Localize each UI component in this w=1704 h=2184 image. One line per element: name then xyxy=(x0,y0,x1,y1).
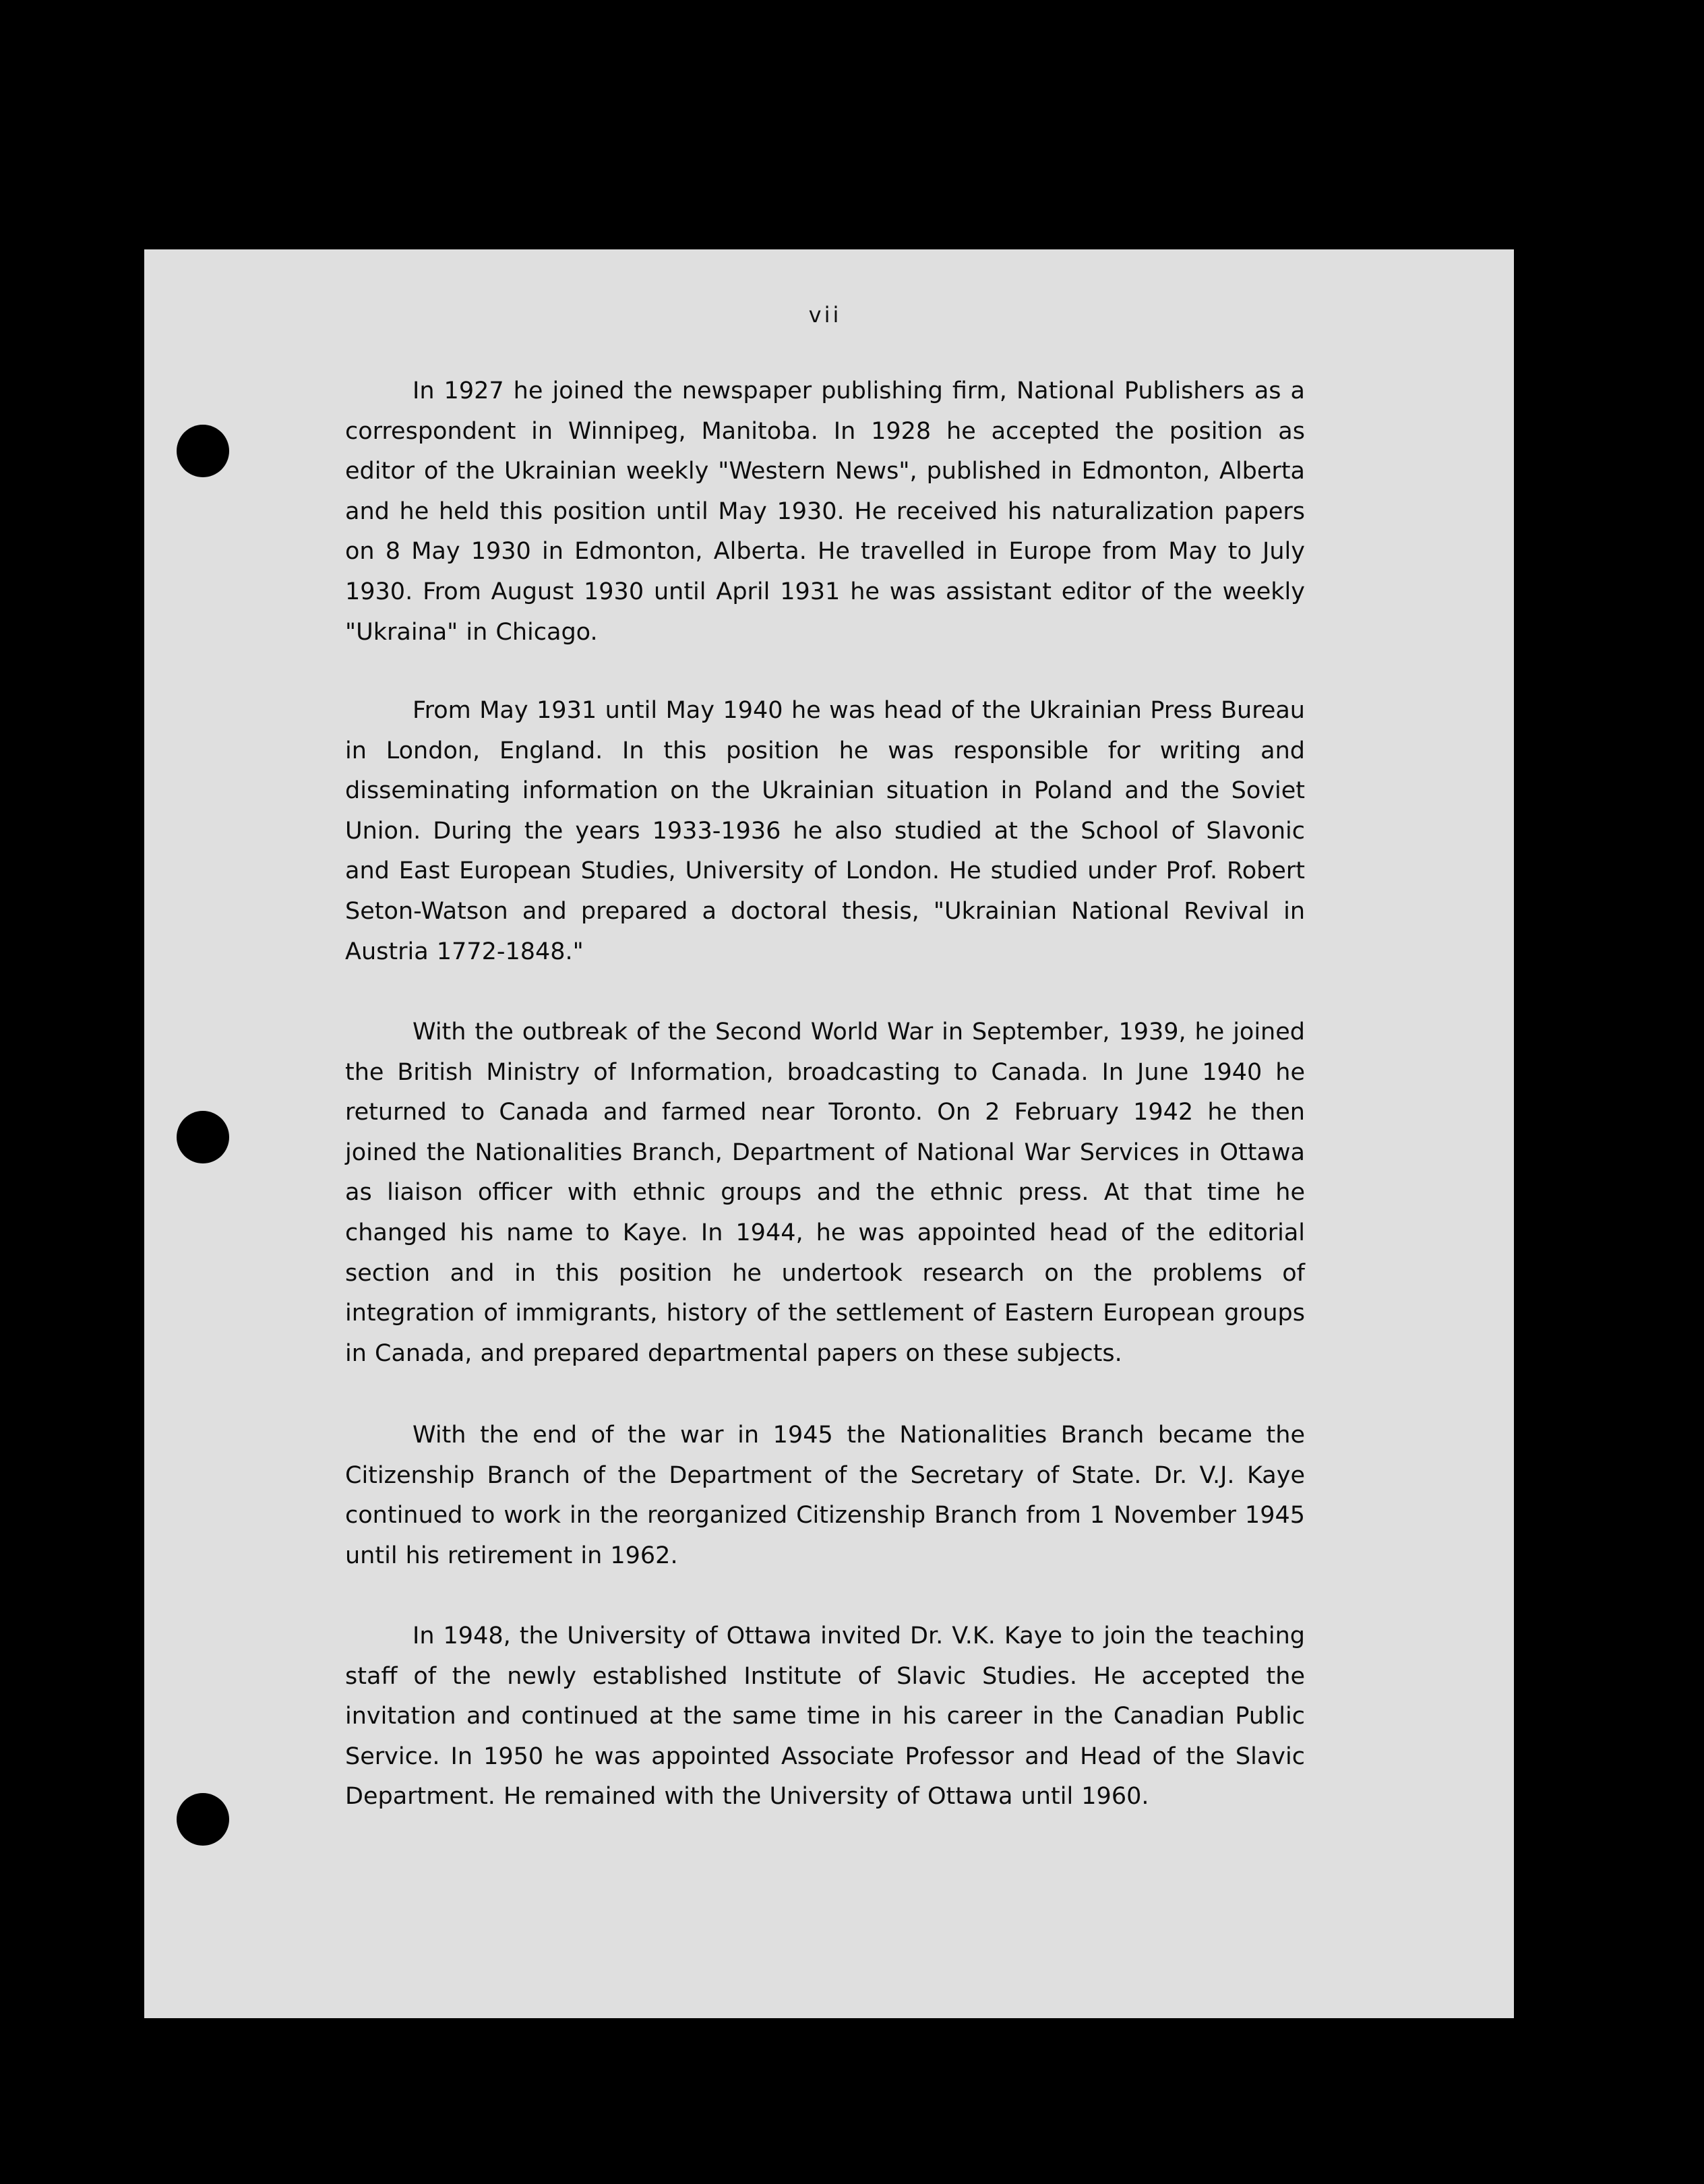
page-number: vii xyxy=(808,302,842,328)
punch-hole-bottom xyxy=(177,1793,229,1846)
paragraph-5: In 1948, the University of Ottawa invited Dr. V.K. Kaye to join the teaching staff of the newly established Institute of Slavic Studies. He accepted the invitation and continued at the same time in his career in the Canadian Public Service. In 1950 he was appointed Associate Professor and Head of the Slavic Department. He remained with the University of Ottawa until 1960. xyxy=(345,1622,1305,1811)
paragraph-2: From May 1931 until May 1940 he was head of the Ukrainian Press Bureau in London, England. In this position he was responsible for writing and disseminating information on the Ukrainian situation in Poland and the Soviet Union. During the years 1933-1936 he also studied at the School of Slavonic and East European Studies, University of London. He studied under Prof. Robert Seton-Watson and prepared a doctoral thesis, "Ukrainian National Revival in Austria 1772-1848." xyxy=(345,697,1305,965)
paragraph-1: In 1927 he joined the newspaper publishing firm, National Publishers as a correspondent in Winnipeg, Manitoba. In 1928 he accepted the position as editor of the Ukrainian weekly "Western News", published in Edmonton, Alberta and he held this position until May 1930. He received his naturalization papers on 8 May 1930 in Edmonton, Alberta. He travelled in Europe from May to July 1930. From August 1930 until April 1931 he was assistant editor of the weekly "Ukraina" in Chicago. xyxy=(345,377,1305,646)
punch-hole-middle xyxy=(177,1111,229,1163)
punch-hole-top xyxy=(177,425,229,477)
paragraph-3: With the outbreak of the Second World War in September, 1939, he joined the British Ministry of Information, broadcasting to Canada. In June 1940 he returned to Canada and farmed near Toronto. On 2 February 1942 he then joined the Nationalities Branch, Department of National War Services in Ottawa as liaison officer with ethnic groups and the ethnic press. At that time he changed his name to Kaye. In 1944, he was appointed head of the editorial section and in this position he undertook research on the problems of integration of immigrants, history of the settlement of Eastern European groups in Canada, and prepared departmental papers on these subjects. xyxy=(345,1019,1305,1367)
paragraph-4: With the end of the war in 1945 the Nationalities Branch became the Citizenship Branch of the Department of the Secretary of State. Dr. V.J. Kaye continued to work in the reorganized Citizenship Branch from 1 November 1945 until his retirement in 1962. xyxy=(345,1422,1305,1569)
